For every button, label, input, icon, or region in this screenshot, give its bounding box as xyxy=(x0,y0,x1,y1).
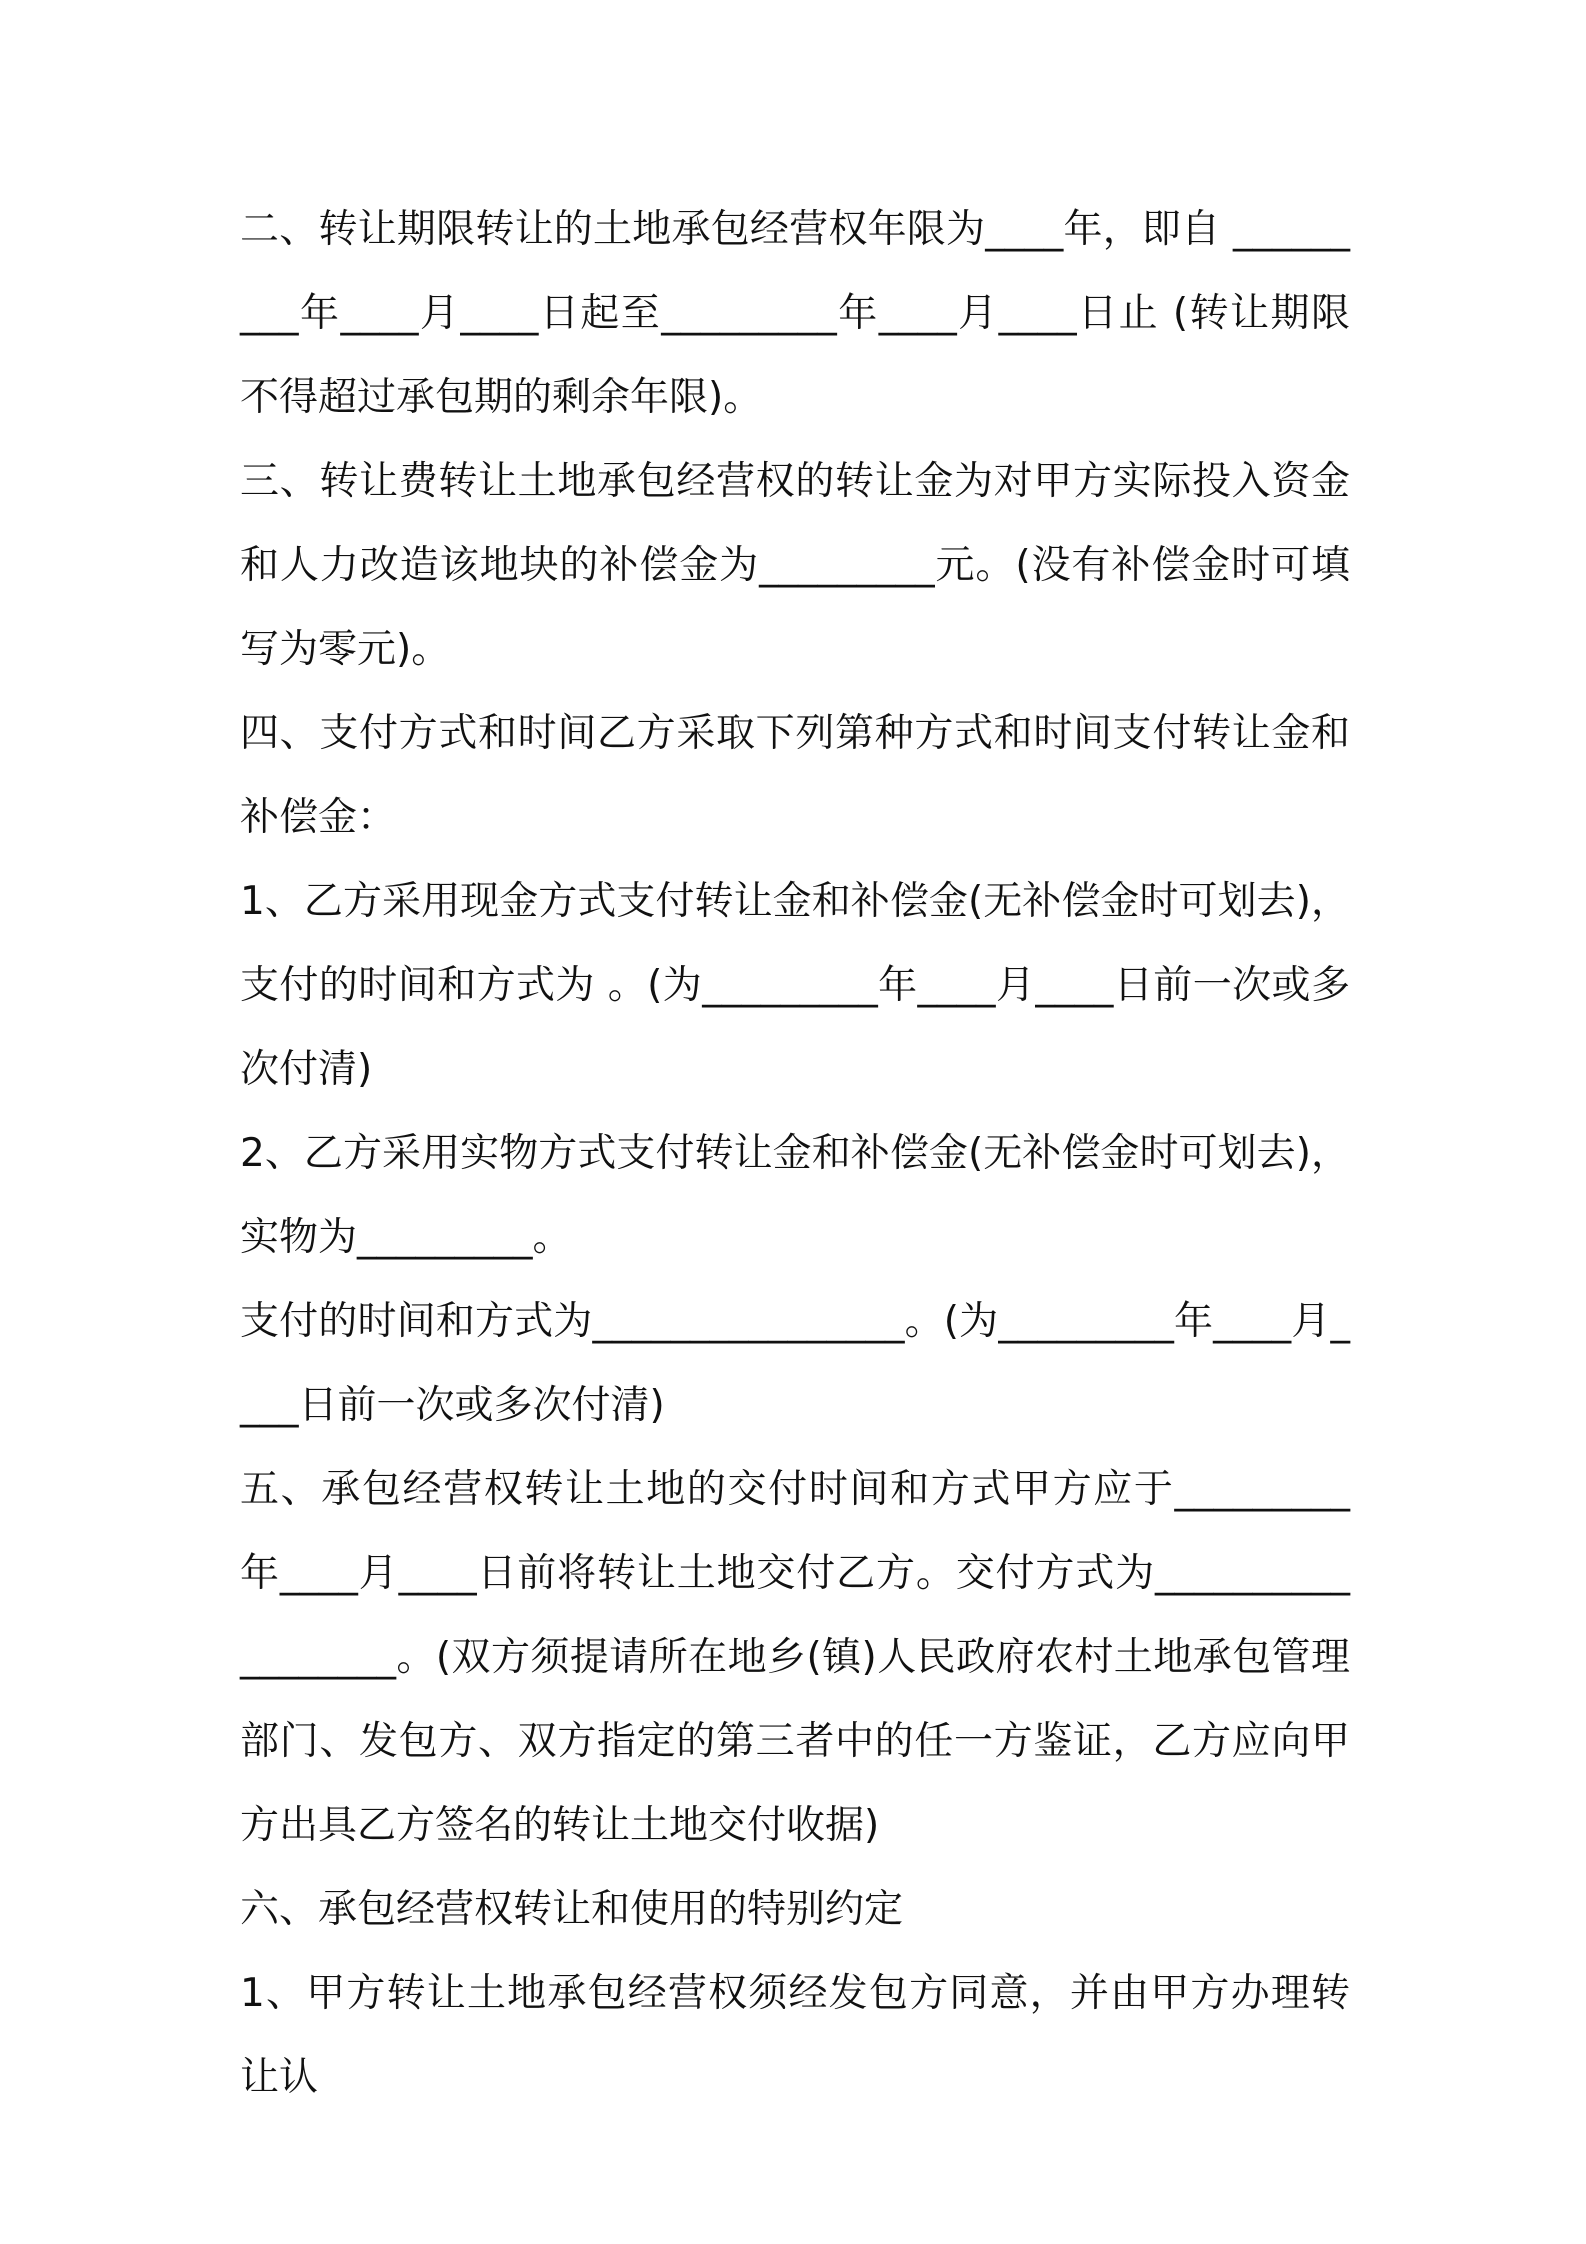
clause-6-item-1: 1、甲方转让土地承包经营权须经发包方同意，并由甲方办理转让认 xyxy=(240,1971,1350,2100)
clause-2-term: 二、转让期限转让的土地承包经营权年限为____年，即自 _________年____月____日起至_________年____月____日止 (转让期限不得超过承包期的剩余年限)。 xyxy=(240,207,1350,420)
document-body xyxy=(240,188,1350,2120)
clause-4-item-2-timing: 支付的时间和方式为________________。(为_________年____月____日前一次或多次付清) xyxy=(240,1299,1350,1428)
clause-4-payment: 四、支付方式和时间乙方采取下列第种方式和时间支付转让金和补偿金： xyxy=(240,711,1350,840)
clause-4-item-2-goods: 2、乙方采用实物方式支付转让金和补偿金(无补偿金时可划去)，实物为_________。 xyxy=(240,1131,1350,1260)
clause-3-fee: 三、转让费转让土地承包经营权的转让金为对甲方实际投入资金和人力改造该地块的补偿金为_________元。(没有补偿金时可填写为零元)。 xyxy=(240,459,1350,672)
clause-5-delivery: 五、承包经营权转让土地的交付时间和方式甲方应于_________年____月____日前将转让土地交付乙方。交付方式为__________________。(双方须提请所在地乡(镇)人民政府农村土地承包管理部门、发包方、双方指定的第三者中的任一方鉴证，乙方应向甲方出具乙方签名的转让土地交付收据) xyxy=(240,1467,1350,1848)
clause-4-item-1-cash: 1、乙方采用现金方式支付转让金和补偿金(无补偿金时可划去)，支付的时间和方式为 。(为_________年____月____日前一次或多次付清) xyxy=(240,879,1350,1092)
clause-6-heading: 六、承包经营权转让和使用的特别约定 xyxy=(240,1887,904,1932)
